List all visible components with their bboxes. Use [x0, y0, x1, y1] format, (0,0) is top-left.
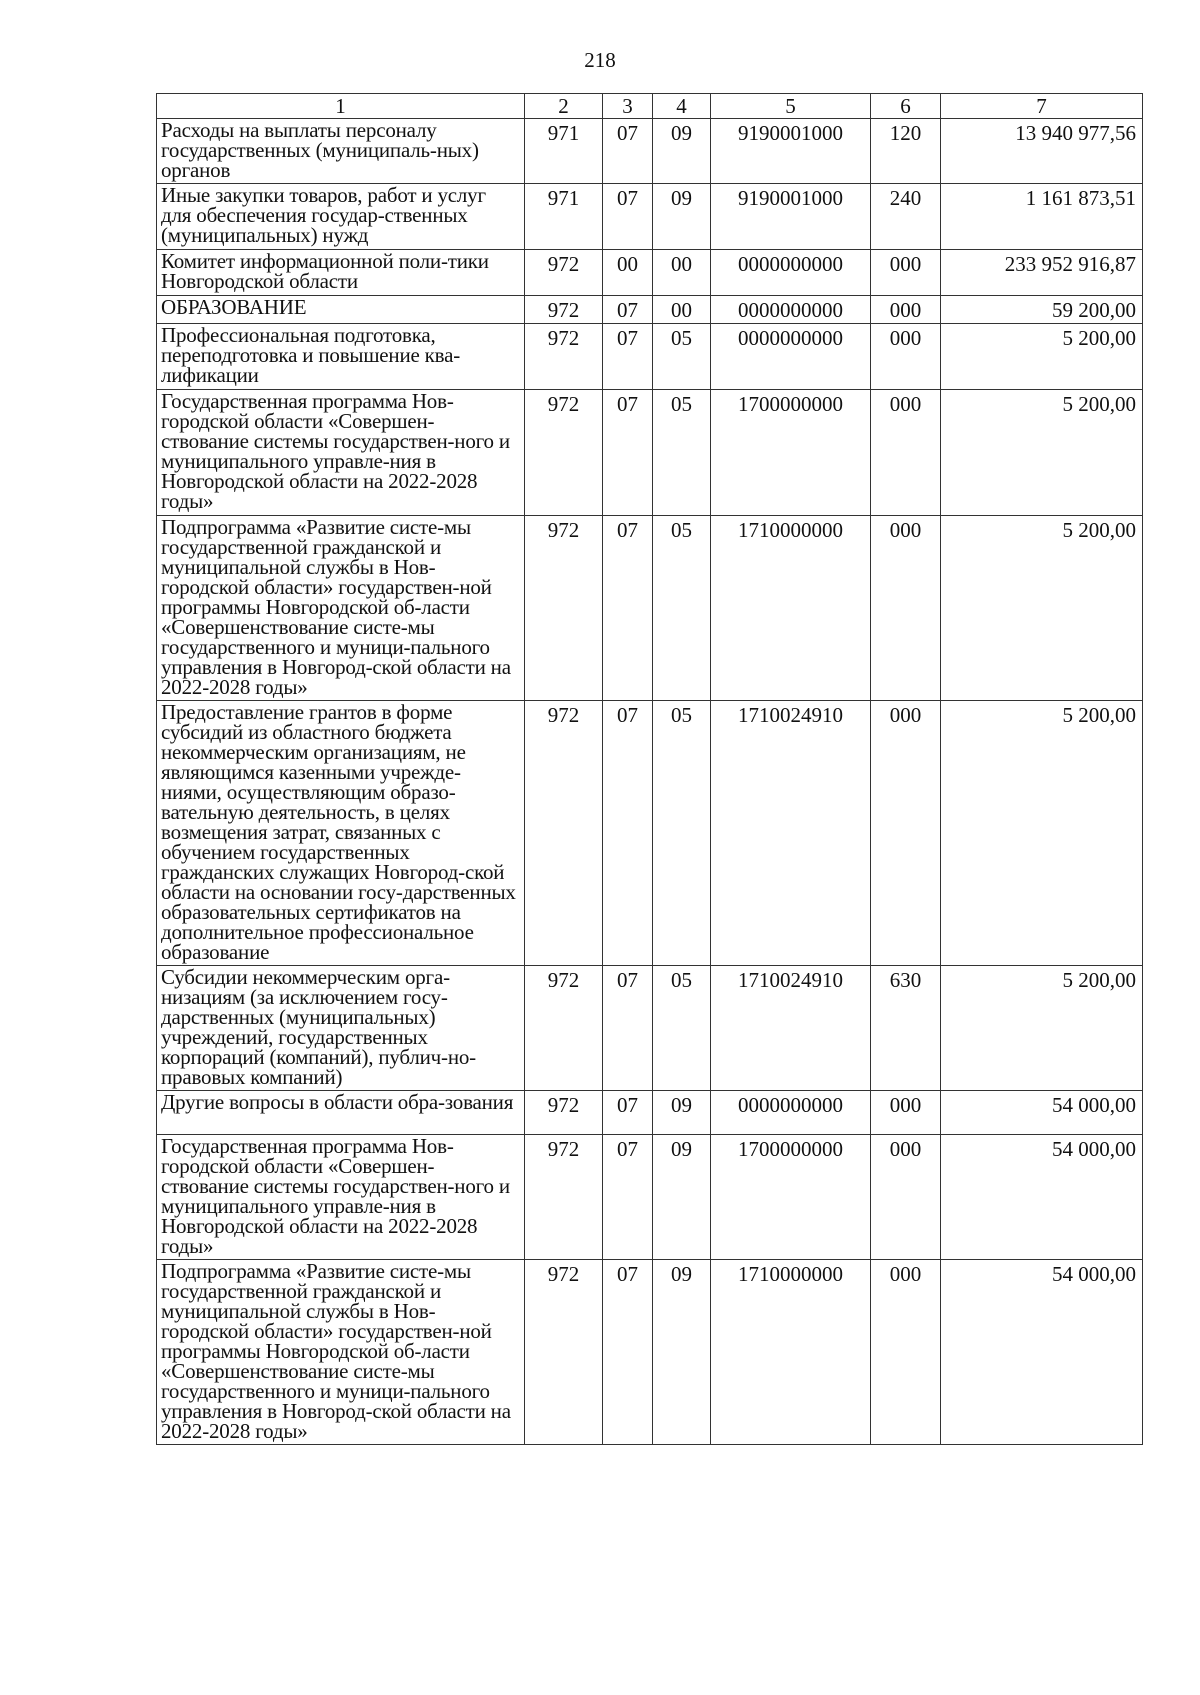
row-description: Подпрограмма «Развитие систе-мы государственной гражданской и муниципальной службы в Нов-городской области» государствен-ной программы Новгородской об-ласти «Совершенствование систе-мы государственного и муници-пального управления в Новгород-ской области на 2022-2028 годы» — [157, 516, 525, 701]
column-header: 3 — [603, 94, 653, 119]
column-header: 4 — [653, 94, 711, 119]
subsection-code: 09 — [653, 1260, 711, 1445]
ministry-code: 972 — [525, 516, 603, 701]
row-description: Государственная программа Нов-городской области «Совершен-ствование системы государствен-ного и муниципального управле-ния в Новгородской области на 2022-2028 годы» — [157, 1135, 525, 1260]
row-description: Другие вопросы в области обра-зования — [157, 1091, 525, 1135]
table-row — [157, 1260, 1143, 1445]
ministry-code: 972 — [525, 390, 603, 516]
subsection-code: 05 — [653, 390, 711, 516]
expense-type-code: 000 — [871, 324, 941, 390]
ministry-code: 971 — [525, 119, 603, 184]
column-header: 1 — [157, 94, 525, 119]
ministry-code: 972 — [525, 701, 603, 966]
target-article-code: 1710000000 — [711, 1260, 871, 1445]
table-row — [157, 390, 1143, 516]
table-row — [157, 324, 1143, 390]
expense-type-code: 630 — [871, 966, 941, 1091]
expense-type-code: 000 — [871, 1260, 941, 1445]
amount-value: 5 200,00 — [941, 516, 1143, 701]
amount-value: 5 200,00 — [941, 390, 1143, 516]
amount-value: 5 200,00 — [941, 324, 1143, 390]
section-code: 07 — [603, 119, 653, 184]
ministry-code: 972 — [525, 1260, 603, 1445]
amount-value: 13 940 977,56 — [941, 119, 1143, 184]
target-article-code: 1710000000 — [711, 516, 871, 701]
section-code: 07 — [603, 1260, 653, 1445]
table-header-row — [157, 94, 1143, 119]
table-row — [157, 184, 1143, 250]
section-code: 07 — [603, 701, 653, 966]
ministry-code: 972 — [525, 1091, 603, 1135]
expense-type-code: 000 — [871, 1091, 941, 1135]
ministry-code: 972 — [525, 1135, 603, 1260]
target-article-code: 0000000000 — [711, 324, 871, 390]
table-row — [157, 250, 1143, 296]
subsection-code: 09 — [653, 184, 711, 250]
subsection-code: 09 — [653, 119, 711, 184]
target-article-code: 0000000000 — [711, 296, 871, 324]
expense-type-code: 000 — [871, 296, 941, 324]
column-header: 5 — [711, 94, 871, 119]
section-code: 07 — [603, 1091, 653, 1135]
subsection-code: 09 — [653, 1091, 711, 1135]
expense-type-code: 240 — [871, 184, 941, 250]
column-header: 6 — [871, 94, 941, 119]
amount-value: 54 000,00 — [941, 1091, 1143, 1135]
amount-value: 5 200,00 — [941, 701, 1143, 966]
amount-value: 59 200,00 — [941, 296, 1143, 324]
row-description: Подпрограмма «Развитие систе-мы государственной гражданской и муниципальной службы в Нов-городской области» государствен-ной программы Новгородской об-ласти «Совершенствование систе-мы государственного и муници-пального управления в Новгород-ской области на 2022-2028 годы» — [157, 1260, 525, 1445]
row-description: Расходы на выплаты персоналу государственных (муниципаль-ных) органов — [157, 119, 525, 184]
section-code: 07 — [603, 390, 653, 516]
target-article-code: 9190001000 — [711, 119, 871, 184]
ministry-code: 972 — [525, 250, 603, 296]
section-code: 07 — [603, 324, 653, 390]
expense-type-code: 000 — [871, 701, 941, 966]
row-description: Предоставление грантов в форме субсидий из областного бюджета некоммерческим организациям, не являющимся казенными учрежде-ниями, осуществляющим образо-вательную деятельность, в целях возмещения затрат, связанных с обучением государственных гражданских служащих Новгород-ской области на основании госу-дарственных образовательных сертификатов на дополнительное профессиональное образование — [157, 701, 525, 966]
expense-type-code: 000 — [871, 390, 941, 516]
section-code: 07 — [603, 966, 653, 1091]
amount-value: 54 000,00 — [941, 1260, 1143, 1445]
table-row — [157, 296, 1143, 324]
expense-type-code: 120 — [871, 119, 941, 184]
subsection-code: 09 — [653, 1135, 711, 1260]
section-code: 07 — [603, 184, 653, 250]
subsection-code: 05 — [653, 516, 711, 701]
table-row — [157, 701, 1143, 966]
ministry-code: 972 — [525, 966, 603, 1091]
subsection-code: 05 — [653, 966, 711, 1091]
subsection-code: 00 — [653, 250, 711, 296]
row-description: Субсидии некоммерческим орга-низациям (за исключением госу-дарственных (муниципальных) учреждений, государственных корпораций (компаний), публич-но-правовых компаний) — [157, 966, 525, 1091]
section-code: 07 — [603, 1135, 653, 1260]
table-row — [157, 1135, 1143, 1260]
budget-table — [156, 93, 1143, 1445]
amount-value: 1 161 873,51 — [941, 184, 1143, 250]
target-article-code: 1710024910 — [711, 701, 871, 966]
row-description: Профессиональная подготовка, переподготовка и повышение ква-лификации — [157, 324, 525, 390]
ministry-code: 972 — [525, 324, 603, 390]
subsection-code: 00 — [653, 296, 711, 324]
target-article-code: 9190001000 — [711, 184, 871, 250]
expense-type-code: 000 — [871, 516, 941, 701]
target-article-code: 1710024910 — [711, 966, 871, 1091]
ministry-code: 972 — [525, 296, 603, 324]
target-article-code: 1700000000 — [711, 390, 871, 516]
column-header: 2 — [525, 94, 603, 119]
row-description: Иные закупки товаров, работ и услуг для обеспечения государ-ственных (муниципальных) нужд — [157, 184, 525, 250]
expense-type-code: 000 — [871, 250, 941, 296]
subsection-code: 05 — [653, 324, 711, 390]
amount-value: 5 200,00 — [941, 966, 1143, 1091]
amount-value: 54 000,00 — [941, 1135, 1143, 1260]
ministry-code: 971 — [525, 184, 603, 250]
expense-type-code: 000 — [871, 1135, 941, 1260]
subsection-code: 05 — [653, 701, 711, 966]
section-code: 07 — [603, 516, 653, 701]
column-header: 7 — [941, 94, 1143, 119]
target-article-code: 0000000000 — [711, 1091, 871, 1135]
table-row — [157, 966, 1143, 1091]
target-article-code: 1700000000 — [711, 1135, 871, 1260]
table-row — [157, 1091, 1143, 1135]
section-code: 00 — [603, 250, 653, 296]
row-description: ОБРАЗОВАНИЕ — [157, 296, 525, 324]
target-article-code: 0000000000 — [711, 250, 871, 296]
row-description: Государственная программа Нов-городской области «Совершен-ствование системы государствен-ного и муниципального управле-ния в Новгородской области на 2022-2028 годы» — [157, 390, 525, 516]
section-code: 07 — [603, 296, 653, 324]
table-row — [157, 119, 1143, 184]
table-row — [157, 516, 1143, 701]
page-number: 218 — [584, 48, 616, 72]
amount-value: 233 952 916,87 — [941, 250, 1143, 296]
row-description: Комитет информационной поли-тики Новгородской области — [157, 250, 525, 296]
